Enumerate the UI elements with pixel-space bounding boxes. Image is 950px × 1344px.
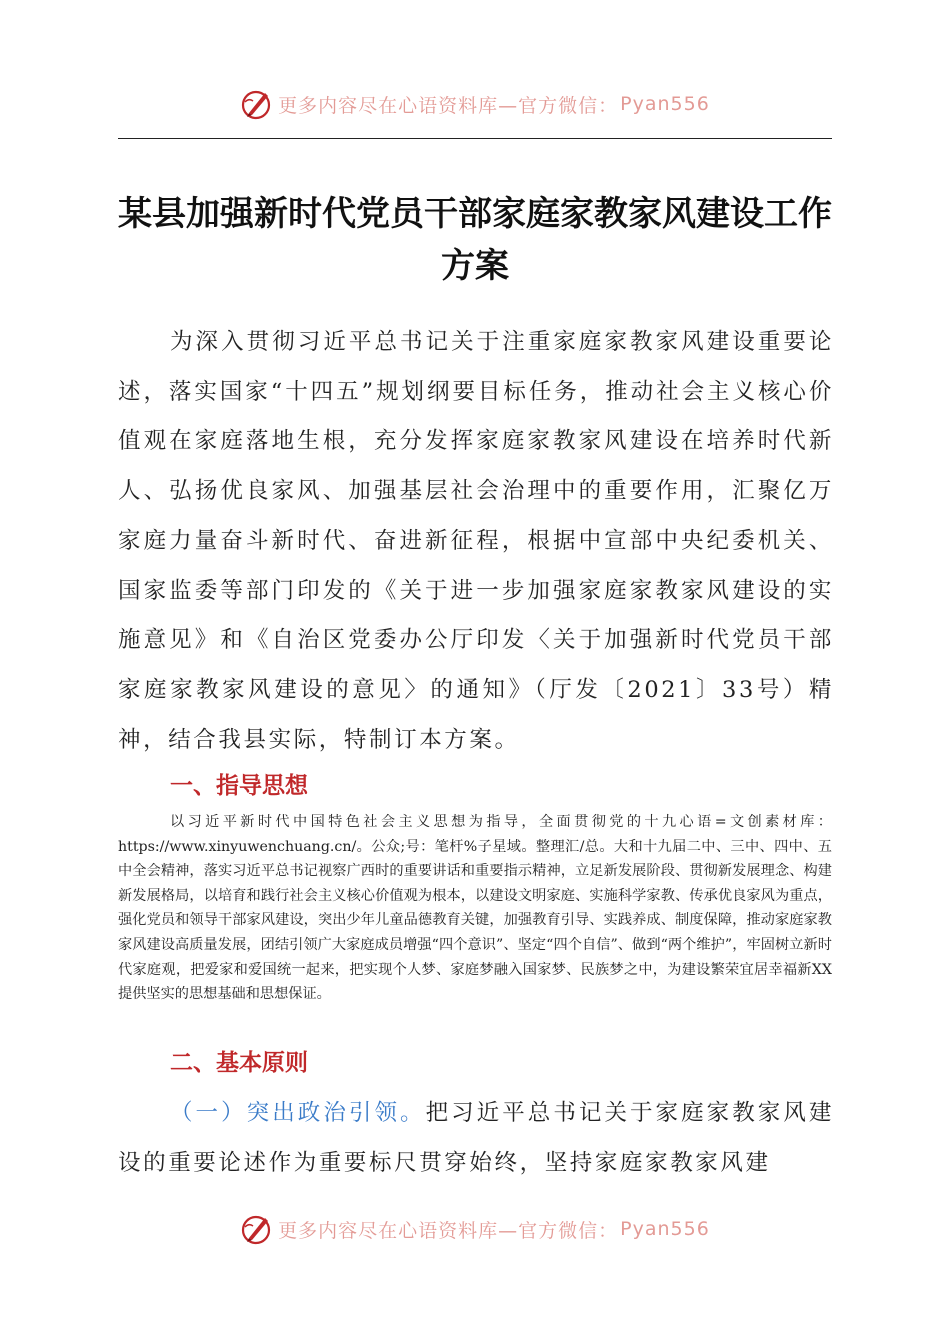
footer-banner	[0, 1205, 950, 1253]
document-title: 某县加强新时代党员干部家庭家教家风建设工作方案	[118, 194, 832, 286]
header-divider	[118, 138, 832, 139]
principle-one-paragraph	[118, 1089, 834, 1188]
pen-logo-icon	[240, 1212, 274, 1246]
principle-one-title: （一）突出政治引领。	[170, 1100, 426, 1126]
banner-text: 更多内容尽在心语资料库—官方微信：	[278, 94, 619, 117]
section-heading-basic-principles: 二、基本原则	[170, 1050, 308, 1076]
principle-one-text: 把习近平总书记关于家庭家教家风建设的重要论述作为重要标尺贯穿始终，坚持家庭家教家风建	[118, 1100, 834, 1176]
banner-wechat-id: Pyan556	[620, 93, 710, 115]
banner-wechat-id: Pyan556	[620, 1218, 710, 1240]
section-heading-guiding-ideology: 一、指导思想	[170, 773, 308, 799]
pen-logo-icon	[240, 87, 274, 121]
intro-paragraph: 为深入贯彻习近平总书记关于注重家庭家教家风建设重要论述，落实国家“十四五”规划纲要目标任务，推动社会主义核心价值观在家庭落地生根，充分发挥家庭家教家风建设在培养时代新人、弘扬优良家风、加强基层社会治理中的重要作用，汇聚亿万家庭力量奋斗新时代、奋进新征程，根据中宣部中央纪委机关、国家监委等部门印发的《关于进一步加强家庭家教家风建设的实施意见》和《自治区党委办公厅印发〈关于加强新时代党员干部家庭家教家风建设的意见〉的通知》（厅发〔2021〕33号）精神，结合我县实际，特制订本方案。	[118, 329, 834, 753]
guiding-ideology-paragraph: 以习近平新时代中国特色社会主义思想为指导，全面贯彻党的十九心语=文创素材库：https://www.xinyuwenchuang.cn/。公众;号：笔杆%子星域。整理汇/总。大和十九届二中、三中、四中、五中全会精神，落实习近平总书记视察广西时的重要讲话和重要指示精神，立足新发展阶段、贯彻新发展理念、构建新发展格局，以培育和践行社会主义核心价值观为根本，以建设文明家庭、实施科学家教、传承优良家风为重点，强化党员和领导干部家风建设，突出少年儿童品德教育关键，加强教育引导、实践养成、制度保障，推动家庭家教家风建设高质量发展，团结引领广大家庭成员增强“四个意识”、坚定“四个自信”、做到“两个维护”，牢固树立新时代家庭观，把爱家和爱国统一起来，把实现个人梦、家庭梦融入国家梦、民族梦之中，为建设繁荣宜居幸福新XX提供坚实的思想基础和思想保证。	[118, 814, 832, 1003]
header-banner	[0, 80, 950, 128]
banner-text: 更多内容尽在心语资料库—官方微信：	[278, 1219, 619, 1242]
